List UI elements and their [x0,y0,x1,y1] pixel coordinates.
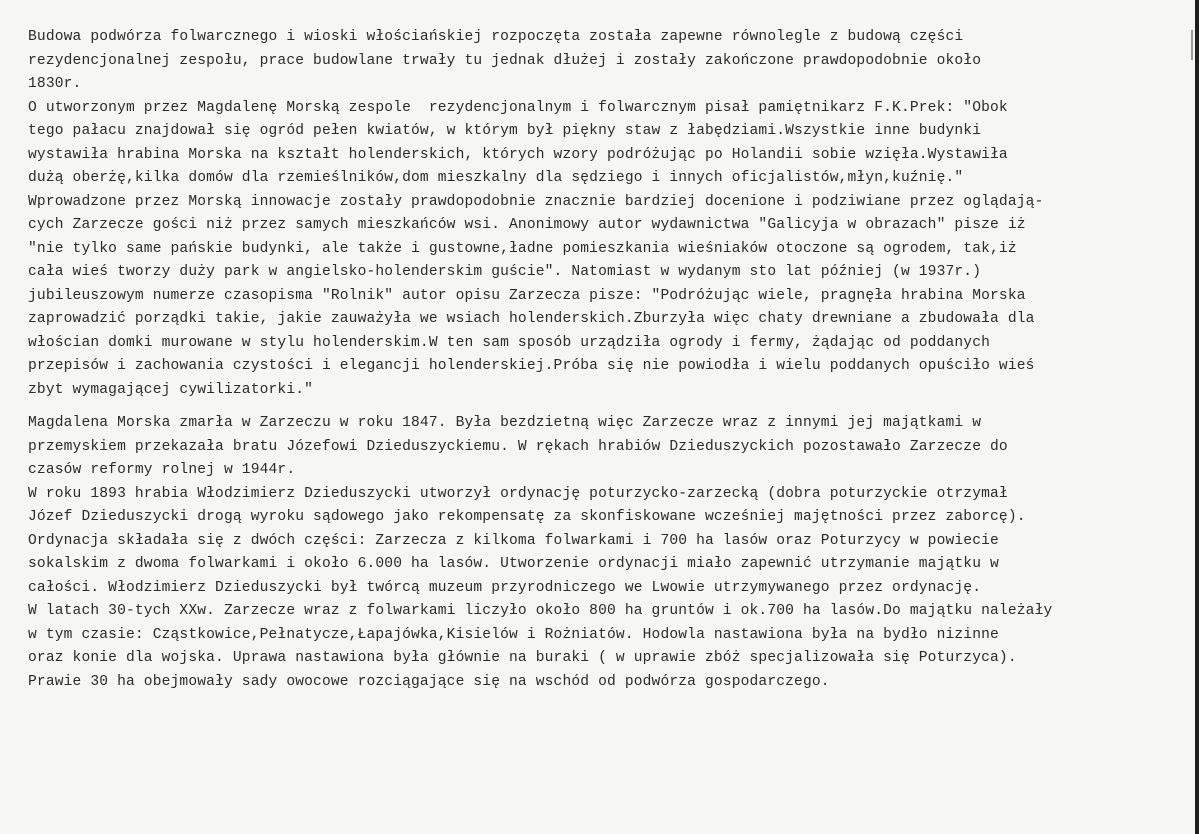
text-line: przemyskiem przekazała bratu Józefowi Dzieduszyckiemu. W rękach hrabiów Dzieduszyckich pozostawało Zarzecze do [28,438,1008,455]
text-line: dużą oberżę,kilka domów dla rzemieślników,dom mieszkalny dla sędziego i innych oficjalistów,młyn,kuźnię." [28,170,964,186]
text-line: Prawie 30 ha obejmowały sady owocowe rozciągające się na wschód od podwórza gospodarczego. [28,673,830,690]
text-line: W roku 1893 hrabia Włodzimierz Dzieduszycki utworzył ordynację poturzycko-zarzecką (dobra poturzyckie otrzymał [28,485,1008,502]
text-line: tego pałacu znajdował się ogród pełen kwiatów, w którym był piękny staw z łabędziami.Wszystkie inne budynki [28,123,982,139]
text-line: wystawiła hrabina Morska na kształt holenderskich, których wzory podróżując po Holandii sobie wzięła.Wystawiła [28,146,1008,163]
text-line: 1830r. [28,76,82,92]
text-line: Wprowadzone przez Morską innowacje zostały prawdopodobnie znacznie bardziej docenione i podziwiane przez oglądają- [28,193,1044,210]
text-line: czasów reformy rolnej w 1944r. [28,462,296,478]
text-line: sokalskim z dwoma folwarkami i około 6.000 ha lasów. Utworzenie ordynacji miało zapewnić utrzymanie majątku w [28,556,999,572]
text-line: Magdalena Morska zmarła w Zarzeczu w roku 1847. Była bezdzietną więc Zarzecze wraz z innymi jej majątkami w [28,415,982,431]
text-line: oraz konie dla wojska. Uprawa nastawiona była głównie na buraki ( w uprawie zbóż specjalizowała się Poturzyca). [28,650,1017,666]
text-line: O utworzonym przez Magdalenę Morską zespole rezydencjonalnym i folwarcznym pisał pamiętnikarz F.K.Prek: "Obok [28,99,1008,116]
text-line: przepisów i zachowania czystości i elegancji holenderskiej.Próba się nie powiodła i wielu poddanych opuściło wieś [28,358,1035,374]
text-line: Józef Dzieduszycki drogą wyroku sądowego jako rekompensatę za skonfiskowane wcześniej majętności przez zaborcę). [28,509,1026,525]
text-line: Ordynacja składała się z dwóch części: Zarzecza z kilkoma folwarkami i 700 ha lasów oraz Poturzycy w powiecie [28,532,999,549]
text-line: włościan domki murowane w stylu holenderskim.W ten sam sposób urządziła ogrody i fermy, żądając od poddanych [28,334,991,351]
text-line: w tym czasie: Cząstkowice,Pełnatycze,Łapajówka,Kisielów i Rożniatów. Hodowla nastawiona była na bydło nizinne [28,626,999,643]
text-line: Budowa podwórza folwarcznego i wioski włościańskiej rozpoczęta została zapewne równolegle z budową części [28,29,964,45]
text-line: W latach 30-tych XXw. Zarzecze wraz z folwarkami liczyło około 800 ha gruntów i ok.700 ha lasów.Do majątku należały [28,603,1053,619]
text-line: jubileuszowym numerze czasopisma "Rolnik" autor opisu Zarzecza pisze: "Podróżując wiele, pragnęła hrabina Morska [28,287,1026,304]
text-line: cała wieś tworzy duży park w angielsko-holenderskim guście". Natomiast w wydanym sto lat później (w 1937r.) [28,264,982,280]
scan-edge-mark [1191,30,1193,60]
text-line: zaprowadzić porządki takie, jakie zauważyła we wsiach holenderskich.Zburzyła więc chaty drewniane a zbudowała dla [28,311,1035,327]
text-line: zbyt wymagającej cywilizatorki." [28,381,314,398]
scan-edge-border [1195,0,1199,834]
text-line: całości. Włodzimierz Dzieduszycki był twórcą muzeum przyrodniczego we Lwowie utrzymywanego przez ordynację. [28,579,982,596]
paragraph-gap [28,402,1190,412]
document-text [28,26,1190,694]
text-line: cych Zarzecze gości niż przez samych mieszkańców wsi. Anonimowy autor wydawnictwa "Galicyja w obrazach" pisze iż [28,217,1026,233]
text-line: "nie tylko same pańskie budynki, ale także i gustowne,ładne pomieszkania wieśniaków otoczone są ogrodem, tak,iż [28,240,1017,257]
text-line: rezydencjonalnej zespołu, prace budowlane trwały tu jednak dłużej i zostały zakończone prawdopodobnie około [28,52,982,69]
